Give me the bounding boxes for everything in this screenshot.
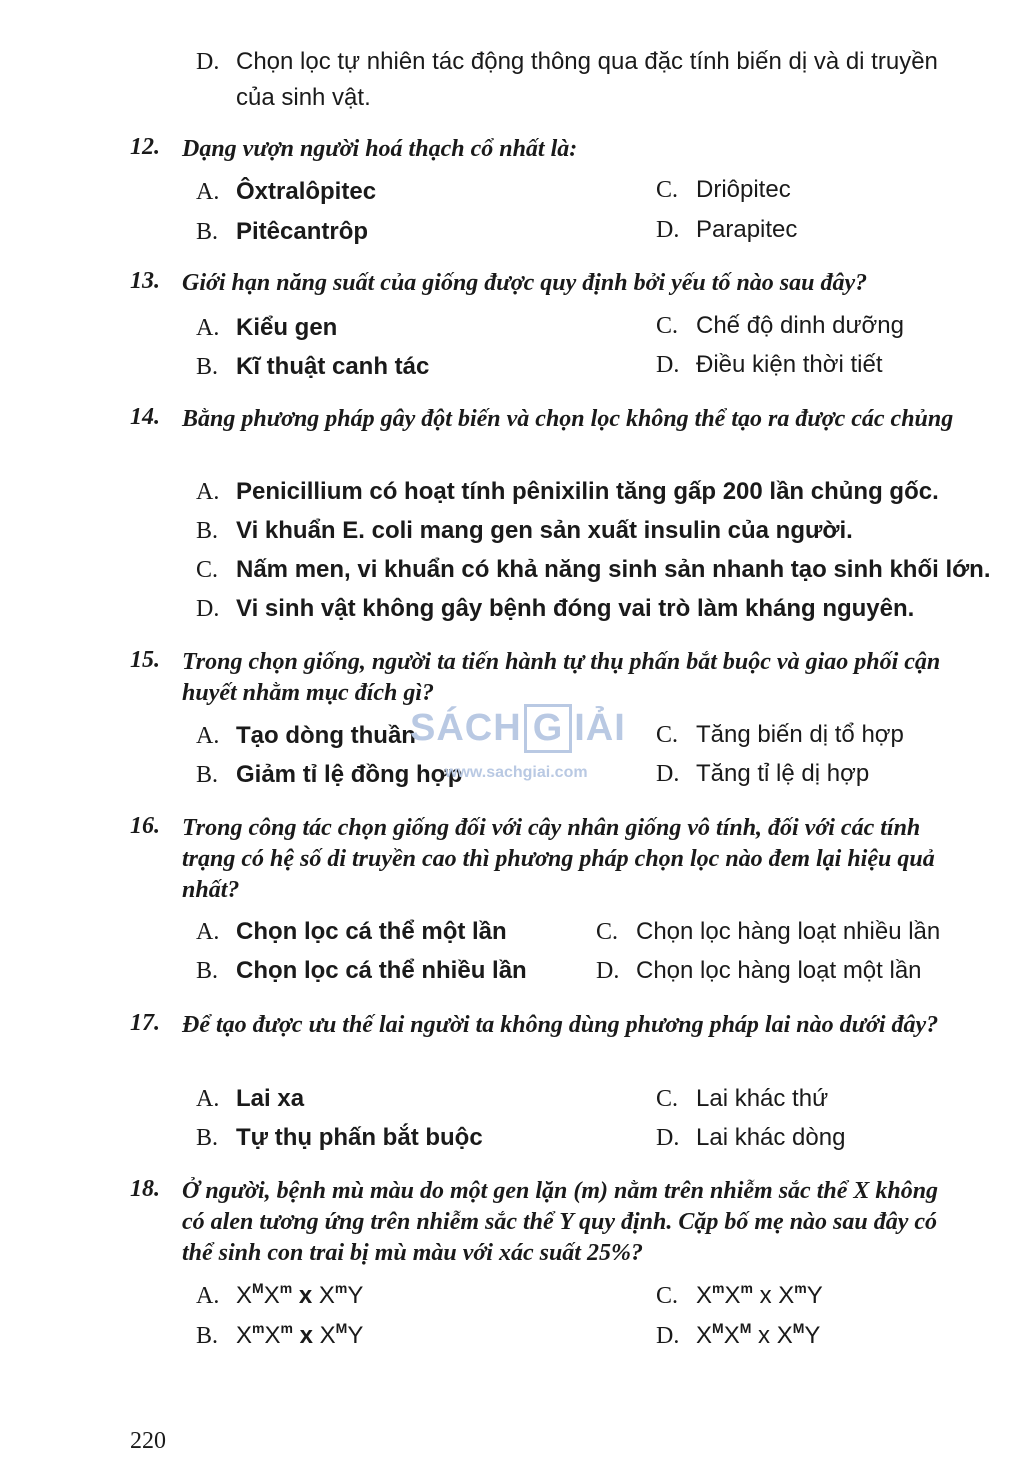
option-text: Tăng tỉ lệ dị hợp xyxy=(696,760,870,787)
genotype-cross: $X^MX^M$ x $X^MY$ xyxy=(696,1320,821,1349)
option-letter: B. xyxy=(196,354,219,380)
option-letter: C. xyxy=(656,177,679,203)
option-b xyxy=(196,517,853,545)
option-letter: C. xyxy=(596,919,619,945)
option-a xyxy=(196,722,416,750)
option-text: Parapitec xyxy=(696,216,798,243)
option-text: Chọn lọc hàng loạt nhiều lần xyxy=(636,918,941,945)
option-text: Tăng biến dị tổ hợp xyxy=(696,721,904,748)
option-c xyxy=(656,1085,828,1113)
option-text: Tự thụ phấn bắt buộc xyxy=(236,1124,483,1151)
question-text: Ở người, bệnh mù màu do một gen lặn (m) nằm trên nhiễm sắc thể X không có alen tương ứng trên nhiễm sắc thể Y quy định. Cặp bố mẹ nào sau đây có thể sinh con trai bị mù màu với xác suất 25%? xyxy=(182,1178,939,1266)
option-letter: A. xyxy=(196,919,220,945)
option-text: Pitêcantrôp xyxy=(236,218,369,245)
option-c xyxy=(656,176,791,204)
option-letter: A. xyxy=(196,723,220,749)
question-text: Trong chọn giống, người ta tiến hành tự thụ phấn bắt buộc và giao phối cận huyết nhằm mục đích gì? xyxy=(182,649,941,706)
question-number: 13. xyxy=(130,268,160,294)
option-b xyxy=(196,218,368,246)
option-letter: D. xyxy=(196,49,220,75)
question-text: Giới hạn năng suất của giống được quy định bởi yếu tố nào sau đây? xyxy=(182,270,868,296)
option-text: Lai xa xyxy=(236,1085,305,1112)
genotype-cross: $X^MX^m$ x $X^mY$ xyxy=(236,1280,364,1309)
intro-option-d xyxy=(196,48,938,76)
option-letter: B. xyxy=(196,219,219,245)
option-text: Kĩ thuật canh tác xyxy=(236,353,430,380)
option-letter: D. xyxy=(656,761,680,787)
question-number: 16. xyxy=(130,813,160,839)
option-text: Nấm men, vi khuẩn có khả năng sinh sản nhanh tạo sinh khối lớn. xyxy=(236,556,991,583)
option-letter: A. xyxy=(196,1283,220,1309)
option-c xyxy=(656,721,904,749)
option-text: Giảm tỉ lệ đồng hợp xyxy=(236,761,463,788)
question-number: 12. xyxy=(130,134,160,160)
question-number: 17. xyxy=(130,1010,160,1036)
option-c xyxy=(196,556,991,584)
option-text: của sinh vật. xyxy=(236,84,371,111)
option-letter: B. xyxy=(196,1125,219,1151)
option-letter: D. xyxy=(656,1323,680,1349)
option-d xyxy=(656,216,797,244)
option-text: Chọn lọc cá thể một lần xyxy=(236,918,507,945)
option-text: Kiểu gen xyxy=(236,314,338,341)
question-text: Bằng phương pháp gây đột biến và chọn lọc không thể tạo ra được các chủng xyxy=(182,406,954,432)
option-d xyxy=(656,760,869,788)
option-text: Lai khác dòng xyxy=(696,1124,846,1151)
option-text: Vi sinh vật không gây bệnh đóng vai trò làm kháng nguyên. xyxy=(236,595,915,622)
option-b xyxy=(196,1124,483,1152)
option-b xyxy=(196,957,527,985)
genotype-cross: $X^mX^m$ x $X^MY$ xyxy=(236,1320,364,1349)
option-text: Chọn lọc hàng loạt một lần xyxy=(636,957,922,984)
option-letter: C. xyxy=(656,313,679,339)
option-letter: D. xyxy=(596,958,620,984)
option-text: Lai khác thứ xyxy=(696,1085,829,1112)
option-letter: B. xyxy=(196,958,219,984)
watermark-logo: SÁCH G IẢI xyxy=(410,704,626,753)
question-text: Dạng vượn người hoá thạch cổ nhất là: xyxy=(182,136,578,162)
option-letter: B. xyxy=(196,518,219,544)
option-letter: C. xyxy=(196,557,219,583)
option-letter: A. xyxy=(196,179,220,205)
option-letter: D. xyxy=(196,596,220,622)
genotype-cross: $X^mX^m$ x $X^mY$ xyxy=(696,1280,823,1309)
option-d xyxy=(656,351,883,379)
option-letter: D. xyxy=(656,1125,680,1151)
question-number: 15. xyxy=(130,647,160,673)
option-b xyxy=(196,761,462,789)
option-letter: A. xyxy=(196,479,220,505)
option-letter: A. xyxy=(196,1086,220,1112)
option-text: Vi khuẩn E. coli mang gen sản xuất insulin của người. xyxy=(236,517,853,544)
option-b xyxy=(196,353,429,381)
option-letter: B. xyxy=(196,1323,219,1349)
option-letter: C. xyxy=(656,722,679,748)
option-c xyxy=(656,312,904,340)
option-text: Penicillium có hoạt tính pênixilin tăng gấp 200 lần chủng gốc. xyxy=(236,478,939,505)
option-a xyxy=(196,1280,363,1310)
option-text: Driôpitec xyxy=(696,176,791,203)
option-a xyxy=(196,918,507,946)
option-a xyxy=(196,178,376,206)
option-text: Chế độ dinh dưỡng xyxy=(696,312,904,339)
page-number: 220 xyxy=(130,1428,166,1454)
question-text: Trong công tác chọn giống đối với cây nhân giống vô tính, đối với các tính trạng có hệ số di truyền cao thì phương pháp chọn lọc nào đem lại hiệu quả nhất? xyxy=(182,815,935,903)
option-letter: B. xyxy=(196,762,219,788)
option-c xyxy=(596,918,940,946)
question-number: 14. xyxy=(130,404,160,430)
question-text: Để tạo được ưu thế lai người ta không dùng phương pháp lai nào dưới đây? xyxy=(182,1012,939,1038)
option-d xyxy=(656,1124,845,1152)
option-letter: A. xyxy=(196,315,220,341)
option-letter: D. xyxy=(656,352,680,378)
watermark-url: www.sachgiai.com xyxy=(445,764,588,781)
option-a xyxy=(196,314,337,342)
question-number: 18. xyxy=(130,1176,160,1202)
option-d xyxy=(656,1320,820,1350)
option-text: Chọn lọc tự nhiên tác động thông qua đặc tính biến dị và di truyền xyxy=(236,48,938,75)
option-d xyxy=(196,595,914,623)
option-letter: D. xyxy=(656,217,680,243)
option-a xyxy=(196,478,939,506)
option-text: Ôxtralôpitec xyxy=(236,178,377,205)
option-text: Tạo dòng thuần xyxy=(236,722,416,749)
option-text: Chọn lọc cá thể nhiều lần xyxy=(236,957,527,984)
option-b xyxy=(196,1320,363,1350)
option-d xyxy=(596,957,922,985)
option-a xyxy=(196,1085,304,1113)
option-letter: C. xyxy=(656,1283,679,1309)
option-text: Điều kiện thời tiết xyxy=(696,351,883,378)
intro-option-d-cont xyxy=(236,84,371,112)
option-letter: C. xyxy=(656,1086,679,1112)
option-c xyxy=(656,1280,823,1310)
